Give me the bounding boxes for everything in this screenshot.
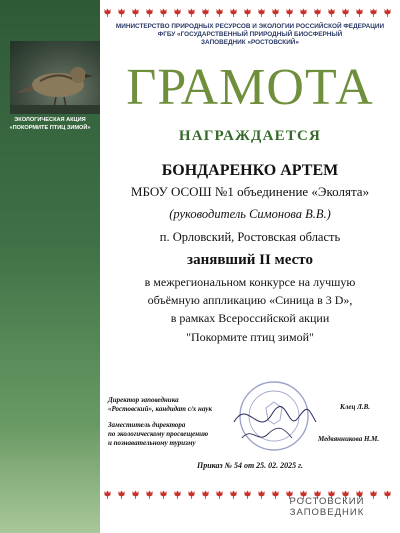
tulip-icon	[300, 486, 307, 495]
tulip-icon	[118, 486, 125, 495]
logo-line1: РОСТОВСКИЙ	[289, 496, 365, 507]
tulip-icon	[370, 486, 377, 495]
tulip-icon	[188, 486, 195, 495]
tulip-icon	[160, 4, 167, 13]
tulip-icon	[132, 486, 139, 495]
order-reference: Приказ № 54 от 25. 02. 2025 г.	[196, 461, 304, 470]
issuer-header	[104, 23, 396, 48]
header-line1: МИНИСТЕРСТВО ПРИРОДНЫХ РЕСУРСОВ И ЭКОЛОГИИ РОССИЙСКОЙ ФЕДЕРАЦИИ	[115, 23, 385, 30]
tulip-icon	[370, 4, 377, 13]
tulip-icon	[132, 4, 139, 13]
header-line2: ФГБУ «ГОСУДАРСТВЕННЫЙ ПРИРОДНЫЙ БИОСФЕРНЫЙ	[157, 31, 343, 39]
recipient-place: п. Орловский, Ростовская область	[159, 230, 341, 244]
deputy-title-line1: Заместитель директора	[108, 421, 186, 429]
official-seal	[228, 378, 318, 456]
document-title: ГРАМОТА	[126, 59, 374, 116]
director-title-line2: «Ростовский», кандидат с/х наук	[108, 405, 213, 414]
deputy-name: Медвянникова Н.М.	[318, 435, 380, 443]
tulip-icon	[286, 4, 293, 13]
tulip-icon	[118, 4, 125, 13]
achievement-rank: занявший II место	[187, 252, 313, 268]
tulip-icon	[328, 4, 335, 13]
tulip-icon	[258, 486, 265, 495]
tulip-icon	[104, 4, 111, 13]
tulip-border-top	[104, 4, 396, 14]
header-line3: ЗАПОВЕДНИК «РОСТОВСКИЙ»	[201, 39, 299, 47]
tulip-icon	[188, 4, 195, 13]
bird-photo	[10, 41, 100, 114]
sidebar-caption-line1: ЭКОЛОГИЧЕСКАЯ АКЦИЯ	[14, 117, 86, 123]
tulip-icon	[356, 486, 363, 495]
tulip-icon	[384, 486, 391, 495]
achievement-line4: "Покормите птиц зимой"	[186, 330, 314, 344]
director-title	[108, 396, 228, 414]
tulip-icon	[146, 486, 153, 495]
achievement-line1: в межрегиональном конкурсе на лучшую	[144, 275, 356, 289]
awarded-heading: НАГРАЖДАЕТСЯ	[178, 128, 322, 144]
bird-icon	[10, 41, 100, 114]
deputy-title-line2: по экологическому просвещению	[108, 430, 209, 439]
tulip-icon	[314, 4, 321, 13]
tulip-icon	[356, 4, 363, 13]
left-sidebar	[0, 0, 100, 533]
tulip-icon	[216, 486, 223, 495]
seal-stamp-icon	[228, 378, 318, 456]
director-title-line1: Директор заповедника	[108, 396, 179, 404]
achievement-line3: в рамках Всероссийской акции	[170, 311, 330, 325]
tulip-icon	[272, 4, 279, 13]
tulip-icon	[244, 486, 251, 495]
tulip-icon	[314, 486, 321, 495]
sidebar-caption	[4, 117, 96, 132]
tulip-icon	[230, 4, 237, 13]
tulip-icon	[342, 4, 349, 13]
tulip-icon	[384, 4, 391, 13]
tulip-icon	[202, 4, 209, 13]
tulip-border-bottom	[104, 486, 396, 496]
reserve-logo	[262, 496, 392, 519]
recipient-name: БОНДАРЕНКО АРТЕМ	[161, 162, 339, 179]
tulip-icon	[258, 4, 265, 13]
tulip-icon	[160, 486, 167, 495]
tulip-icon	[146, 4, 153, 13]
sidebar-caption-line2: «ПОКОРМИТЕ ПТИЦ ЗИМОЙ»	[9, 124, 91, 131]
achievement-line2: объёмную аппликацию «Синица в 3 D»,	[147, 293, 353, 307]
tulip-icon	[342, 486, 349, 495]
tulip-icon	[328, 486, 335, 495]
tulip-icon	[244, 4, 251, 13]
deputy-title-line3: и познавательному туризму	[108, 439, 196, 448]
recipient-school: МБОУ ОСОШ №1 объединение «Эколята»	[130, 184, 370, 199]
tulip-icon	[272, 486, 279, 495]
tulip-icon	[286, 486, 293, 495]
tulip-icon	[174, 4, 181, 13]
deputy-title	[108, 421, 228, 448]
tulip-icon	[104, 486, 111, 495]
logo-line2: ЗАПОВЕДНИК	[289, 507, 365, 519]
director-name: Клец Л.В.	[340, 403, 371, 411]
tulip-icon	[300, 4, 307, 13]
tulip-icon	[202, 486, 209, 495]
tulip-icon	[174, 486, 181, 495]
recipient-leader: (руководитель Симонова В.В.)	[169, 207, 331, 221]
tulip-icon	[216, 4, 223, 13]
tulip-icon	[230, 486, 237, 495]
